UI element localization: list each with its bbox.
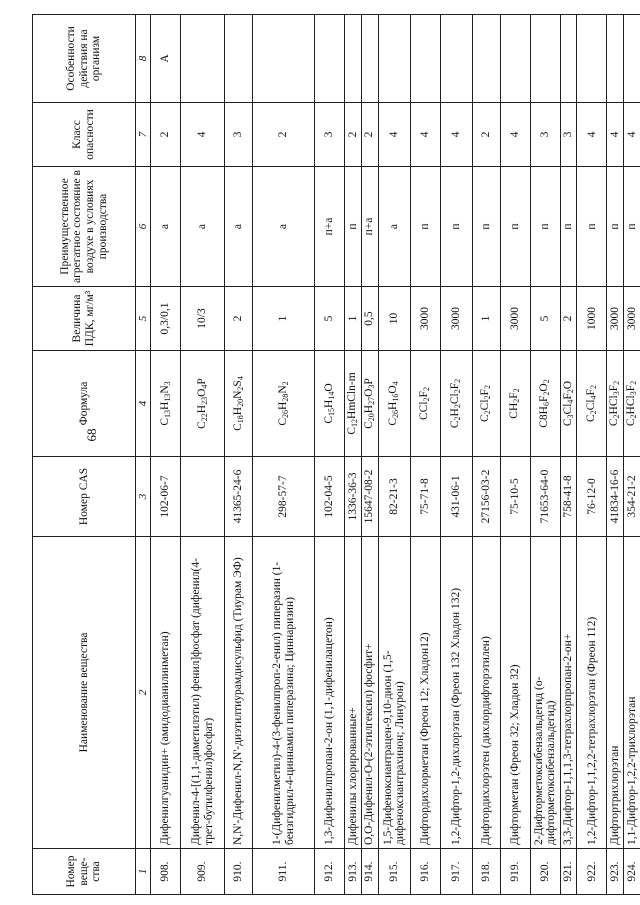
effect-note xyxy=(378,15,410,103)
formula-part: P xyxy=(362,378,375,385)
formula-part: N xyxy=(158,385,171,394)
formula-part: F xyxy=(418,391,431,398)
aggregate-state: п xyxy=(500,167,530,287)
formula-part: H xyxy=(387,401,400,410)
cas-number: 102-04-5 xyxy=(315,457,345,537)
substances-table xyxy=(32,14,640,895)
cas-number xyxy=(181,457,225,537)
cas-number: 75-71-8 xyxy=(410,457,440,537)
effect-note xyxy=(315,15,345,103)
formula-part: P xyxy=(195,378,208,385)
substance-name: Дифтордихлорметан (Фреон 12; Хладон12) xyxy=(410,537,440,849)
formula-part: F xyxy=(561,393,574,400)
substance-name: N,N'-Дифенил-N,N'-диэтилтиурамдисульфид (Тиурам ЭФ) xyxy=(225,537,253,849)
formula-part: H xyxy=(322,399,335,408)
formula-part: O xyxy=(538,383,551,392)
effect-note xyxy=(472,15,500,103)
hazard-class: 4 xyxy=(378,103,410,167)
hazard-class: 3 xyxy=(560,103,577,167)
formula-subscript: 2 xyxy=(453,389,463,394)
formula-part: CCl xyxy=(418,401,431,420)
cas-number: 354-21-2 xyxy=(624,457,640,537)
formula-part: C xyxy=(585,414,598,422)
formula-subscript: 18 xyxy=(235,415,245,424)
formula-subscript: 3 xyxy=(629,391,639,396)
pdk-value: 1 xyxy=(472,287,500,351)
pdk-value: 10/3 xyxy=(181,287,225,351)
column-index: 4 xyxy=(136,351,151,457)
formula-part: N xyxy=(276,385,289,394)
table-row xyxy=(253,15,315,895)
formula-part: O xyxy=(362,388,375,397)
formula-subscript: 2 xyxy=(629,380,639,385)
aggregate-state: а xyxy=(378,167,410,287)
formula-part: Cl xyxy=(561,403,574,415)
aggregate-state: а xyxy=(253,167,315,287)
hazard-class: 4 xyxy=(181,103,225,167)
pdk-value: 0,3/0,1 xyxy=(151,287,181,351)
formula-subscript: 2 xyxy=(512,398,522,403)
formula-subscript: 2 xyxy=(453,416,463,421)
formula-subscript: 2 xyxy=(629,414,639,419)
formula-part: C xyxy=(276,417,289,426)
aggregate-state: п xyxy=(607,167,624,287)
page-number: 68 xyxy=(84,428,99,442)
formula-part: C xyxy=(608,418,621,427)
formula-subscript: 2 xyxy=(422,387,432,392)
formula-part: F xyxy=(508,392,521,399)
formula-subscript: 2 xyxy=(542,379,552,384)
formula xyxy=(607,351,624,457)
formula xyxy=(500,351,530,457)
hazard-class: 4 xyxy=(577,103,607,167)
pdk-value: 3000 xyxy=(607,287,624,351)
formula xyxy=(151,351,181,457)
row-number: 912. xyxy=(315,849,345,895)
column-index: 3 xyxy=(136,457,151,537)
formula-part: H xyxy=(195,404,208,414)
formula-part: Cl xyxy=(585,399,598,411)
aggregate-state: п xyxy=(577,167,607,287)
effect-note xyxy=(225,15,253,103)
effect-note xyxy=(440,15,472,103)
hazard-class: 3 xyxy=(315,103,345,167)
formula-part: C xyxy=(195,421,208,429)
formula-part: C xyxy=(449,420,462,429)
formula-subscript: 2 xyxy=(612,414,622,419)
formula-part: C xyxy=(479,414,492,422)
formula-part: Cl xyxy=(449,393,462,405)
formula-subscript: 6 xyxy=(542,402,552,406)
formula-part: HCl xyxy=(625,395,638,415)
formula-subscript: 4 xyxy=(391,381,401,386)
formula-part: C xyxy=(561,418,574,427)
formula-subscript: 2 xyxy=(483,385,493,390)
formula-part: HmCln-m xyxy=(346,372,359,419)
pdk-value: 10 xyxy=(378,287,410,351)
substance-name: 1-(Дифенилметил)-4-(3-фенилпроп-2-енил) пиперазин (1-бензгидрил-4-циннамил пиперазина; Циннаризин) xyxy=(253,537,315,849)
table-row xyxy=(378,15,410,895)
formula-part: C xyxy=(625,418,638,427)
row-number: 924. xyxy=(624,849,640,895)
column-index: 7 xyxy=(136,103,151,167)
formula-part: C xyxy=(362,421,375,429)
header-row xyxy=(33,15,136,895)
formula-part: O xyxy=(322,383,335,392)
aggregate-state: п+а xyxy=(315,167,345,287)
row-number: 916. xyxy=(410,849,440,895)
formula-part: Cl xyxy=(479,399,492,411)
row-number: 921. xyxy=(560,849,577,895)
formula-subscript: 2 xyxy=(483,410,493,415)
column-index: 2 xyxy=(136,537,151,849)
hazard-class: 4 xyxy=(607,103,624,167)
formula-part: F xyxy=(625,384,638,392)
table-row xyxy=(440,15,472,895)
effect-note xyxy=(253,15,315,103)
substance-name: 1,2-Дифтор-1,1,2,2-тетрахлорэтан (Фреон 112) xyxy=(577,537,607,849)
effect-note xyxy=(500,15,530,103)
formula-subscript: 4 xyxy=(235,376,245,381)
substance-name: Дифторметан (Фреон 32; Хладон 32) xyxy=(500,537,530,849)
aggregate-state: а xyxy=(181,167,225,287)
aggregate-state: п xyxy=(560,167,577,287)
table-row xyxy=(530,15,560,895)
header-name: Наименование вещества xyxy=(33,537,136,849)
formula-subscript: 2 xyxy=(453,378,463,383)
header-cas: Номер CAS xyxy=(33,457,136,537)
formula-subscript: 4 xyxy=(199,384,209,389)
formula-part: C xyxy=(158,417,171,426)
formula xyxy=(361,351,378,457)
column-index: 6 xyxy=(136,167,151,287)
row-number: 920. xyxy=(530,849,560,895)
formula-subscript: 2 xyxy=(235,386,245,391)
header-formula: Формула xyxy=(33,351,136,457)
pdk-value: 2 xyxy=(560,287,577,351)
table-row xyxy=(607,15,624,895)
formula xyxy=(440,351,472,457)
formula-part: O xyxy=(387,385,400,394)
formula-part: C xyxy=(387,417,400,426)
hazard-class: 2 xyxy=(253,103,315,167)
substance-name: Дифтордихлорэтен (дихлордифторэтилен) xyxy=(472,537,500,849)
aggregate-state: п xyxy=(530,167,560,287)
formula-part: N xyxy=(231,390,244,399)
formula-subscript: 2 xyxy=(512,388,522,393)
formula-subscript: 3 xyxy=(565,414,575,419)
effect-note: А xyxy=(151,15,181,103)
formula xyxy=(530,351,560,457)
formula xyxy=(253,351,315,457)
formula-part: H xyxy=(231,406,244,416)
row-number: 909. xyxy=(181,849,225,895)
formula-subscript: 13 xyxy=(162,409,172,418)
formula-subscript: 23 xyxy=(199,396,209,405)
table-row xyxy=(181,15,225,895)
effect-note xyxy=(361,15,378,103)
table-row xyxy=(472,15,500,895)
cas-number: 82-21-3 xyxy=(378,457,410,537)
hazard-class: 4 xyxy=(500,103,530,167)
cas-number: 758-41-8 xyxy=(560,457,577,537)
table-row xyxy=(345,15,362,895)
formula-part: O xyxy=(561,380,574,390)
row-number: 911. xyxy=(253,849,315,895)
substance-name: 1,2-Дифтор-1,2-дихлорэтан (Фреон 132 Хладон 132) xyxy=(440,537,472,849)
formula-part: C xyxy=(346,426,359,435)
cas-number: 27156-03-2 xyxy=(472,457,500,537)
row-number: 908. xyxy=(151,849,181,895)
formula-part: F xyxy=(608,384,621,392)
formula xyxy=(345,351,362,457)
formula-subscript: 2 xyxy=(280,381,290,386)
formula-subscript: 27 xyxy=(366,396,376,405)
table-row xyxy=(624,15,640,895)
pdk-value: 1 xyxy=(345,287,362,351)
cas-number: 431-06-1 xyxy=(440,457,472,537)
table-body xyxy=(151,15,640,895)
cas-number: 102-06-7 xyxy=(151,457,181,537)
effect-note xyxy=(577,15,607,103)
cas-number: 76-12-0 xyxy=(577,457,607,537)
formula-subscript: 2 xyxy=(453,404,463,409)
formula xyxy=(315,351,345,457)
formula-part: HCl xyxy=(608,395,621,415)
formula-subscript: 3 xyxy=(612,391,622,396)
pdk-value: 3000 xyxy=(500,287,530,351)
substance-name: 2-Дифторметоксибензальдегид (о-дифторметоксибензальдегид) xyxy=(530,537,560,849)
hazard-class: 4 xyxy=(440,103,472,167)
header-effect: Особенности действия на организм xyxy=(33,15,136,103)
formula xyxy=(378,351,410,457)
formula xyxy=(181,351,225,457)
column-index-row xyxy=(136,15,151,895)
substance-name: Дифенилгуанидин+ (амидодианилинметан) xyxy=(151,537,181,849)
formula-part: C8H xyxy=(538,406,551,428)
formula xyxy=(225,351,253,457)
formula-subscript: 16 xyxy=(391,393,401,402)
formula-subscript: 13 xyxy=(162,393,172,402)
effect-note xyxy=(345,15,362,103)
column-index: 1 xyxy=(136,849,151,895)
substance-name: 1,1-Дифтор-1,2,2-трихлорэтан xyxy=(624,537,640,849)
row-number: 910. xyxy=(225,849,253,895)
hazard-class: 3 xyxy=(225,103,253,167)
row-number: 919. xyxy=(500,849,530,895)
formula-part: C xyxy=(231,423,244,431)
formula-subscript: 15 xyxy=(326,407,336,416)
aggregate-state: п xyxy=(624,167,640,287)
formula-part: H xyxy=(276,401,289,410)
formula-part: C xyxy=(322,415,335,424)
table-row xyxy=(500,15,530,895)
formula-subscript: 4 xyxy=(589,395,599,400)
formula-subscript: 20 xyxy=(366,413,376,422)
hazard-class: 2 xyxy=(361,103,378,167)
row-number: 923. xyxy=(607,849,624,895)
formula-part: F xyxy=(479,389,492,396)
formula xyxy=(560,351,577,457)
cas-number: 75-10-5 xyxy=(500,457,530,537)
aggregate-state: п xyxy=(410,167,440,287)
formula-part: H xyxy=(158,401,171,410)
effect-note xyxy=(530,15,560,103)
formula-subscript: 4 xyxy=(565,399,575,404)
formula-subscript: 2 xyxy=(612,380,622,385)
cas-number: 298-57-7 xyxy=(253,457,315,537)
effect-note xyxy=(560,15,577,103)
substance-name: Дифтортрихлорэтан xyxy=(607,537,624,849)
aggregate-state: а xyxy=(151,167,181,287)
substance-name: Дифенилы хлорированные+ xyxy=(345,537,362,849)
column-index: 8 xyxy=(136,15,151,103)
row-number: 915. xyxy=(378,849,410,895)
aggregate-state: а xyxy=(225,167,253,287)
pdk-value: 3000 xyxy=(440,287,472,351)
formula-subscript: 2 xyxy=(422,397,432,402)
hazard-class: 4 xyxy=(410,103,440,167)
pdk-value: 5 xyxy=(530,287,560,351)
formula xyxy=(472,351,500,457)
aggregate-state: п xyxy=(472,167,500,287)
cas-number: 1336-36-3 xyxy=(345,457,362,537)
formula xyxy=(410,351,440,457)
formula-subscript: 22 xyxy=(199,413,209,422)
formula-part: H xyxy=(362,404,375,414)
header-pdk: Величина ПДК, мг/м³ xyxy=(33,287,136,351)
table-row xyxy=(151,15,181,895)
cas-number: 41365-24-6 xyxy=(225,457,253,537)
formula-part: F xyxy=(538,395,551,402)
pdk-value: 1000 xyxy=(577,287,607,351)
formula-subscript: 14 xyxy=(326,391,336,400)
table-row xyxy=(577,15,607,895)
header-hazard: Класс опасности xyxy=(33,103,136,167)
formula-subscript: 12 xyxy=(350,418,360,427)
effect-note xyxy=(410,15,440,103)
row-number: 918. xyxy=(472,849,500,895)
formula-part: CH xyxy=(508,402,521,419)
formula-subscript: 2 xyxy=(589,410,599,415)
pdk-value: 3000 xyxy=(624,287,640,351)
effect-note xyxy=(181,15,225,103)
cas-number: 41834-16-6 xyxy=(607,457,624,537)
header-num: Номер веще-ства xyxy=(33,849,136,895)
formula-subscript: 2 xyxy=(483,395,493,400)
column-index: 5 xyxy=(136,287,151,351)
cas-number: 15647-08-2 xyxy=(361,457,378,537)
formula-part: O xyxy=(195,388,208,397)
pdk-value: 1 xyxy=(253,287,315,351)
table-row xyxy=(225,15,253,895)
table-row xyxy=(410,15,440,895)
row-number: 922. xyxy=(577,849,607,895)
hazard-class: 3 xyxy=(530,103,560,167)
substance-name: 1,3-Дифенилпропан-2-он (1,1-дифенилацетон) xyxy=(315,537,345,849)
formula-subscript: 3 xyxy=(366,384,376,389)
hazard-class: 2 xyxy=(345,103,362,167)
substance-name: 3,3-Дифтор-1,1,1,3-тетрахлорпропан-2-он+ xyxy=(560,537,577,849)
formula-part: F xyxy=(585,389,598,396)
formula-part: F xyxy=(449,382,462,390)
formula-subscript: 2 xyxy=(589,385,599,390)
pdk-value: 3000 xyxy=(410,287,440,351)
pdk-value: 0,5 xyxy=(361,287,378,351)
effect-note xyxy=(607,15,624,103)
formula-subscript: 28 xyxy=(280,393,290,402)
hazard-class: 2 xyxy=(472,103,500,167)
formula xyxy=(577,351,607,457)
pdk-value: 5 xyxy=(315,287,345,351)
formula-part: H xyxy=(449,408,462,417)
substance-name: Дифенил-4-[(1,1-диметилэтил) фенил]фосфат (дифенил(4-трет-бутилфенил)фосфат) xyxy=(181,537,225,849)
row-number: 917. xyxy=(440,849,472,895)
substance-name: O,O-Дифенил-O-(2-этилгексил) фосфит+ xyxy=(361,537,378,849)
header-state: Преимущественное агрегатное состояние в воздухе в условиях производства xyxy=(33,167,136,287)
formula-subscript: 26 xyxy=(280,409,290,418)
aggregate-state: п xyxy=(345,167,362,287)
table-row xyxy=(560,15,577,895)
cas-number: 71653-64-0 xyxy=(530,457,560,537)
aggregate-state: п xyxy=(440,167,472,287)
hazard-class: 4 xyxy=(624,103,640,167)
formula-subscript: 20 xyxy=(235,398,245,407)
formula-subscript: 3 xyxy=(162,381,172,386)
row-number: 913. xyxy=(345,849,362,895)
hazard-class: 2 xyxy=(151,103,181,167)
formula-subscript: 2 xyxy=(542,391,552,396)
formula-subscript: 2 xyxy=(565,389,575,394)
substance-name: 1,5-Дифеноксиантрацен-9,10-дион (1,5-дифеноксиантрахинон; Линурон) xyxy=(378,537,410,849)
formula-part: S xyxy=(231,380,244,387)
formula-subscript: 26 xyxy=(391,409,401,418)
effect-note xyxy=(624,15,640,103)
table-row xyxy=(361,15,378,895)
row-number: 914. xyxy=(361,849,378,895)
pdk-value: 2 xyxy=(225,287,253,351)
table-row xyxy=(315,15,345,895)
formula xyxy=(624,351,640,457)
aggregate-state: п+а xyxy=(361,167,378,287)
